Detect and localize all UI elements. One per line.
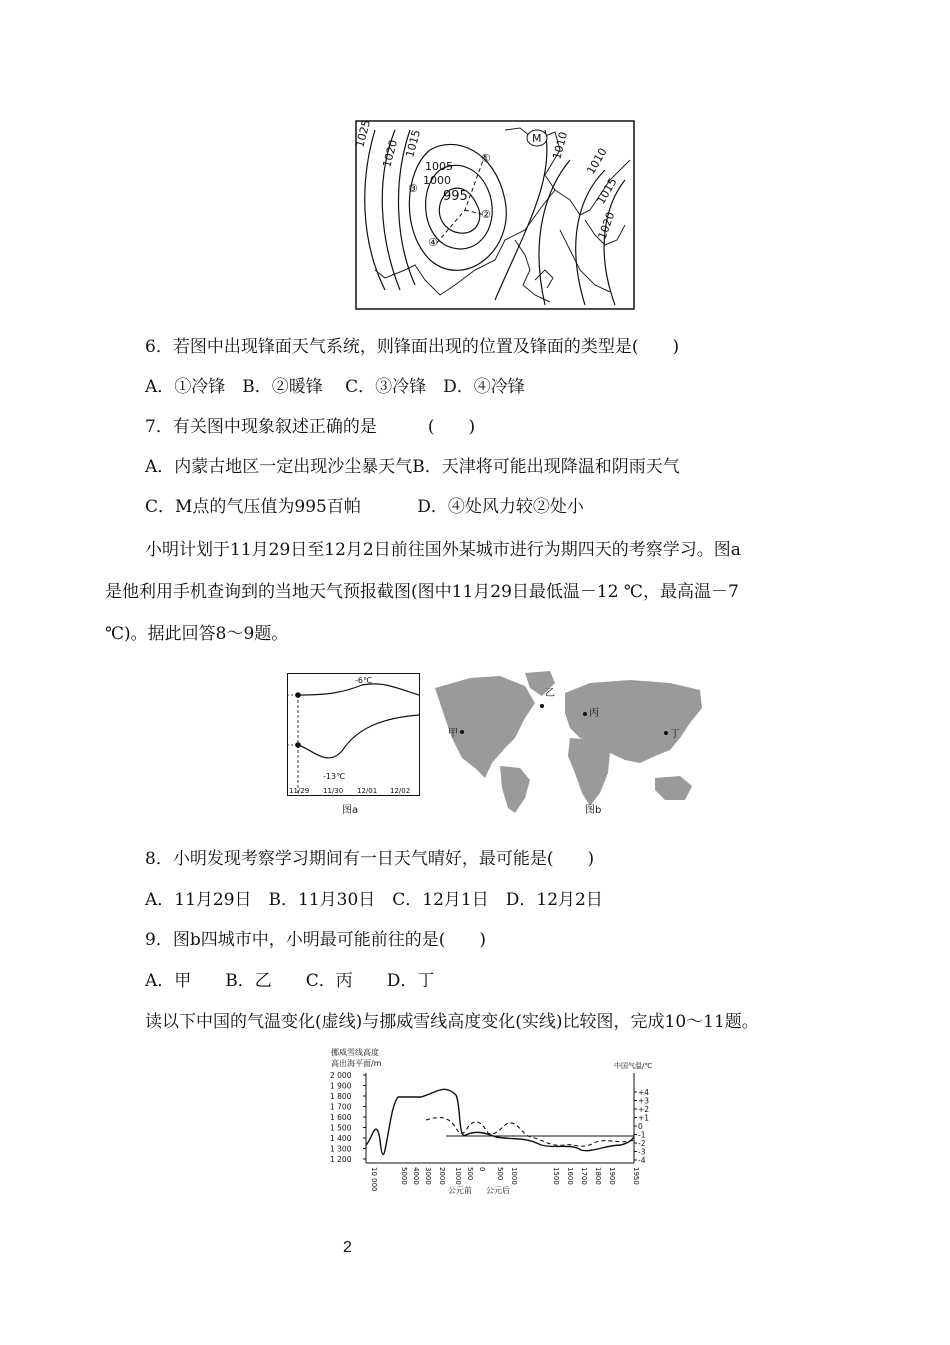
city-jia-dot (460, 730, 464, 734)
intro-8-9-line1: 小明计划于11月29日至12月2日前往国外某城市进行为期四天的考察学习。图a (145, 540, 741, 560)
right-axis-tick: +1 (638, 1113, 650, 1123)
x-label-bc: 公元前 (448, 1186, 472, 1195)
point-label-2: ② (481, 208, 491, 221)
point-label-1: ① (481, 152, 491, 165)
x-axis-tick: 1600 (566, 1167, 574, 1185)
right-axis-tick: 0 (638, 1122, 643, 1131)
left-axis-title-2: 高出海平面/m (331, 1059, 382, 1068)
intro-10-11: 读以下中国的气温变化(虚线)与挪威雪线高度变化(实线)比较图，完成10～11题。 (145, 1012, 759, 1032)
q8-stem: 8．小明发现考察学习期间有一日天气晴好，最可能是( ) (145, 849, 595, 869)
x-axis-tick: 2000 (438, 1167, 446, 1185)
isobar-label: 1015 (594, 175, 620, 207)
x-axis-tick: 4000 (412, 1167, 420, 1185)
figure-b (430, 668, 705, 822)
q9-options: A．甲 B．乙 C．丙 D．丁 (145, 971, 435, 991)
left-axis-title-1: 挪威雪线高度 (331, 1048, 379, 1057)
isobar-label: 1005 (425, 160, 453, 173)
x-axis-tick: 0 (478, 1167, 486, 1172)
left-axis-tick: 1 500 (330, 1123, 352, 1133)
low-temp-label: -13℃ (323, 772, 346, 781)
point-label-4: ④ (428, 236, 438, 249)
city-label-jia: 甲 (448, 728, 458, 739)
left-axis-tick: 1 400 (330, 1134, 352, 1143)
x-axis-tick: 1700 (580, 1167, 588, 1185)
right-axis-title: 中国气温/℃ (614, 1062, 653, 1070)
x-axis-tick: 1000 (510, 1167, 518, 1185)
isobar-label: 1020 (595, 210, 618, 242)
snowline-chart (326, 1045, 666, 1209)
left-axis-tick: 2 000 (330, 1071, 352, 1080)
x-tick: 11/30 (323, 787, 344, 795)
right-axis-tick: +3 (638, 1096, 650, 1106)
city-label-yi: 乙 (545, 688, 555, 699)
left-axis-tick: 1 700 (330, 1102, 352, 1112)
q9-stem: 9．图b四城市中，小明最可能前往的是( ) (145, 930, 486, 950)
x-axis-tick: 1900 (608, 1167, 616, 1185)
isobar-label: 1025 (355, 120, 374, 149)
x-axis-tick: 5000 (400, 1167, 408, 1185)
q7-stem: 7．有关图中现象叙述正确的是 ( ) (145, 417, 476, 437)
x-axis-tick: 1500 (552, 1167, 560, 1185)
temperature-dashed (426, 1118, 634, 1147)
isobar-label: 995 (443, 189, 468, 204)
figure-a-caption: 图a (342, 805, 359, 816)
left-axis-tick: 1 900 (330, 1081, 352, 1091)
x-axis-tick: 3000 (424, 1167, 432, 1185)
q6-options: A．①冷锋 B．②暖锋 C．③冷锋 D．④冷锋 (145, 377, 525, 397)
isobar-label: 1000 (423, 174, 451, 187)
x-axis-tick: 500 (466, 1167, 474, 1181)
point-label-m: M (532, 132, 542, 145)
left-axis-tick: 1 200 (330, 1155, 352, 1164)
q7-options-ab: A．内蒙古地区一定出现沙尘暴天气B．天津将可能出现降温和阴雨天气 (145, 457, 680, 477)
q7-options-cd: C．M点的气压值为995百帕 D．④处风力较②处小 (145, 497, 584, 517)
x-axis-tick: 1000 (454, 1167, 462, 1185)
city-bing-dot (583, 712, 587, 716)
point-label-3: ③ (408, 182, 418, 195)
x-tick: 12/02 (390, 787, 411, 795)
right-axis-tick: +4 (638, 1088, 650, 1097)
right-axis-tick: -2 (638, 1139, 646, 1148)
q8-options: A．11月29日 B．11月30日 C．12月1日 D．12月2日 (145, 890, 603, 910)
x-axis-tick: 10 000 (370, 1167, 378, 1192)
city-label-ding: 丁 (670, 729, 680, 740)
intro-8-9-line3: ℃)。据此回答8～9题。 (105, 624, 289, 644)
high-temp-label: -6℃ (355, 676, 372, 685)
city-label-bing: 丙 (589, 708, 599, 719)
world-landmass (435, 671, 702, 813)
page-number: 2 (343, 1239, 352, 1256)
x-tick: 12/01 (357, 787, 378, 795)
x-tick: 11/29 (289, 787, 310, 795)
right-axis-tick: +2 (638, 1105, 650, 1114)
left-axis-tick: 1 800 (330, 1092, 352, 1101)
x-label-ad: 公元后 (486, 1186, 510, 1195)
right-axis-tick: -4 (638, 1156, 646, 1165)
city-ding-dot (664, 731, 668, 735)
isobar-map (355, 120, 635, 314)
intro-8-9-line2: 是他利用手机查询到的当地天气预报截图(图中11月29日最低温－12 ℃，最高温－7 (105, 582, 739, 602)
city-yi-dot (540, 704, 544, 708)
snowline-solid (366, 1089, 634, 1154)
q6-stem: 6．若图中出现锋面天气系统，则锋面出现的位置及锋面的类型是( ) (145, 337, 680, 357)
figure-b-caption: 图b (585, 805, 602, 816)
right-axis-tick: -1 (638, 1130, 646, 1140)
right-axis-tick: -3 (638, 1147, 646, 1157)
figure-a (287, 673, 422, 825)
x-axis-tick: 500 (496, 1167, 504, 1181)
left-axis-tick: 1 300 (330, 1144, 352, 1154)
x-axis-tick: 1950 (632, 1167, 640, 1185)
isobar-label: 1010 (550, 130, 571, 161)
x-axis-tick: 1800 (594, 1167, 602, 1185)
isobar-label: 1020 (380, 138, 401, 169)
left-axis-tick: 1 600 (330, 1113, 352, 1122)
isobar-label: 1010 (584, 145, 610, 177)
isobar-label: 1015 (403, 128, 424, 159)
